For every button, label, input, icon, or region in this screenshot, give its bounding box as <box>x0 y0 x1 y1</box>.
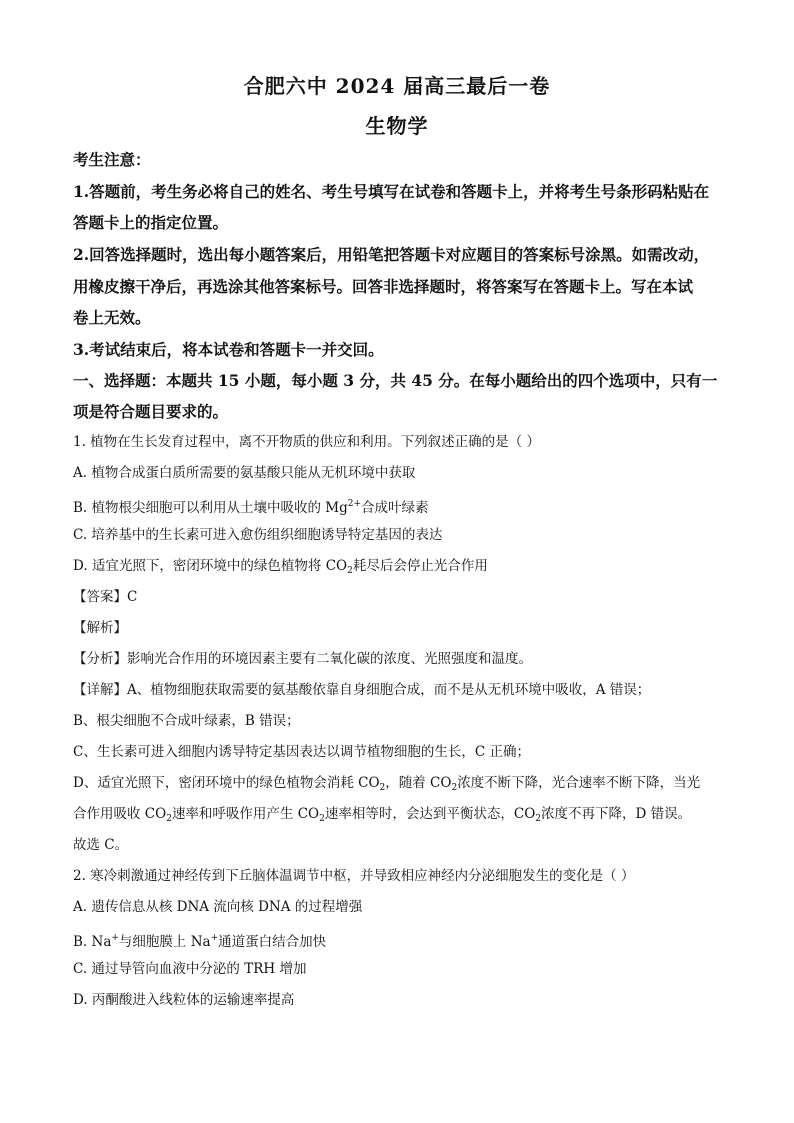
q2-option-b-sup-1: + <box>111 933 119 943</box>
xd1-sub-1: 2 <box>379 783 386 793</box>
xd1-text-a: D、适宜光照下，密闭环境中的绿色植物会消耗 CO <box>73 775 380 791</box>
answer-value: C <box>127 589 138 605</box>
q1-option-d-text-2: 耗尽后会停止光合作用 <box>352 558 488 574</box>
section-heading-line-1: 一、选择题：本题共 15 小题，每小题 3 分，共 45 分。在每小题给出的四个选项中，只有一 <box>73 371 718 390</box>
q1-option-b <box>73 494 429 518</box>
q1-xiangjie-a <box>73 680 650 700</box>
q2-option-d: D. 丙酮酸进入线粒体的运输速率提高 <box>73 992 295 1008</box>
q1-option-b-text-1: B. 植物根尖细胞可以利用从土壤中吸收的 Mg <box>73 500 348 516</box>
xd1-text-b: ，随着 CO <box>385 775 452 791</box>
xd1-text-c: 浓度不断下降，光合速率不断下降，当光 <box>457 775 701 791</box>
fenxi-tag: 【分析】 <box>73 651 127 667</box>
notice-item-2-line-2: 用橡皮擦干净后，再选涂其他答案标号。回答非选择题时，将答案写在答题卡上。写在本试 <box>73 277 694 296</box>
xd2-sub-1: 2 <box>166 814 172 824</box>
q2-option-b-text-1: B. Na <box>73 934 112 950</box>
notice-item-2-line-1: 2.回答选择题时，选出每小题答案后，用铅笔把答题卡对应题目的答案标号涂黑。如需改动， <box>73 245 710 264</box>
fenxi-text: 影响光合作用的环境因素主要有二氧化碳的浓度、光照强度和温度。 <box>127 651 532 667</box>
q1-xiangjie-d-line-1 <box>73 773 700 798</box>
answer-tag: 【答案】 <box>73 589 127 605</box>
q1-option-a: A. 植物合成蛋白质所需要的氨基酸只能从无机环境中获取 <box>73 465 416 481</box>
q1-stem: 1. 植物在生长发育过程中，离不开物质的供应和利用。下列叙述正确的是（ ） <box>73 434 540 450</box>
notice-item-1-line-2: 答题卡上的指定位置。 <box>73 213 229 232</box>
q1-xiangjie-c: C、生长素可进入细胞内诱导特定基因表达以调节植物细胞的生长，C 正确； <box>73 744 530 760</box>
xd1-sub-2: 2 <box>451 783 458 793</box>
q1-xiangjie-b: B、根尖细胞不合成叶绿素，B 错误； <box>73 713 300 729</box>
q1-option-d <box>73 556 488 581</box>
q1-fenxi <box>73 649 532 669</box>
notice-item-1-line-1: 1.答题前，考生务必将自己的姓名、考生号填写在试卷和答题卡上，并将考生号条形码粘贴在 <box>73 182 710 201</box>
xd2-text-c: 速率相等时，会达到平衡状态，CO <box>324 806 536 822</box>
q1-xiangjie-d-line-2 <box>73 804 691 829</box>
q2-option-b-sup-2: + <box>210 933 219 943</box>
section-heading-line-2: 项是符合题目要求的。 <box>73 402 229 421</box>
exam-title: 合肥六中 2024 届高三最后一卷 <box>243 74 551 98</box>
q2-option-b-text-2: 与细胞膜上 Na <box>118 934 211 950</box>
xd2-text-d: 浓度不再下降，D 错误。 <box>541 806 692 822</box>
q2-option-b <box>73 928 326 952</box>
xd2-text-b: 速率和呼吸作用产生 CO <box>171 806 320 822</box>
q1-conclusion: 故选 C。 <box>73 837 129 853</box>
notice-heading: 考生注意： <box>73 150 151 169</box>
q1-analysis-tag: 【解析】 <box>73 620 127 636</box>
q1-option-d-subscript: 2 <box>347 566 353 576</box>
subject-title: 生物学 <box>365 114 429 138</box>
xd2-sub-2: 2 <box>319 814 325 824</box>
xiangjie-a-text: A、植物细胞获取需要的氨基酸依靠自身细胞合成，而不是从无机环境中吸收，A 错误； <box>127 682 651 698</box>
q2-option-a: A. 遗传信息从核 DNA 流向核 DNA 的过程增强 <box>73 899 363 915</box>
q1-option-b-text-2: 合成叶绿素 <box>361 500 429 516</box>
q2-option-b-text-3: 通道蛋白结合加快 <box>218 934 327 950</box>
q1-option-d-text-1: D. 适宜光照下，密闭环境中的绿色植物将 CO <box>73 558 348 574</box>
notice-item-2-line-3: 卷上无效。 <box>73 308 151 327</box>
xiangjie-tag: 【详解】 <box>73 682 127 698</box>
q1-option-c: C. 培养基中的生长素可进入愈伤组织细胞诱导特定基因的表达 <box>73 527 443 543</box>
q1-answer <box>73 587 137 607</box>
notice-item-3: 3.考试结束后，将本试卷和答题卡一并交回。 <box>73 340 384 359</box>
q1-option-b-superscript: 2+ <box>347 499 362 509</box>
q2-option-c: C. 通过导管向血液中分泌的 TRH 增加 <box>73 961 307 977</box>
xd2-sub-3: 2 <box>535 814 542 824</box>
q2-stem: 2. 寒冷刺激通过神经传到下丘脑体温调节中枢，并导致相应神经内分泌细胞发生的变化是（ ） <box>73 868 635 884</box>
xd2-text-a: 合作用吸收 CO <box>73 806 167 822</box>
